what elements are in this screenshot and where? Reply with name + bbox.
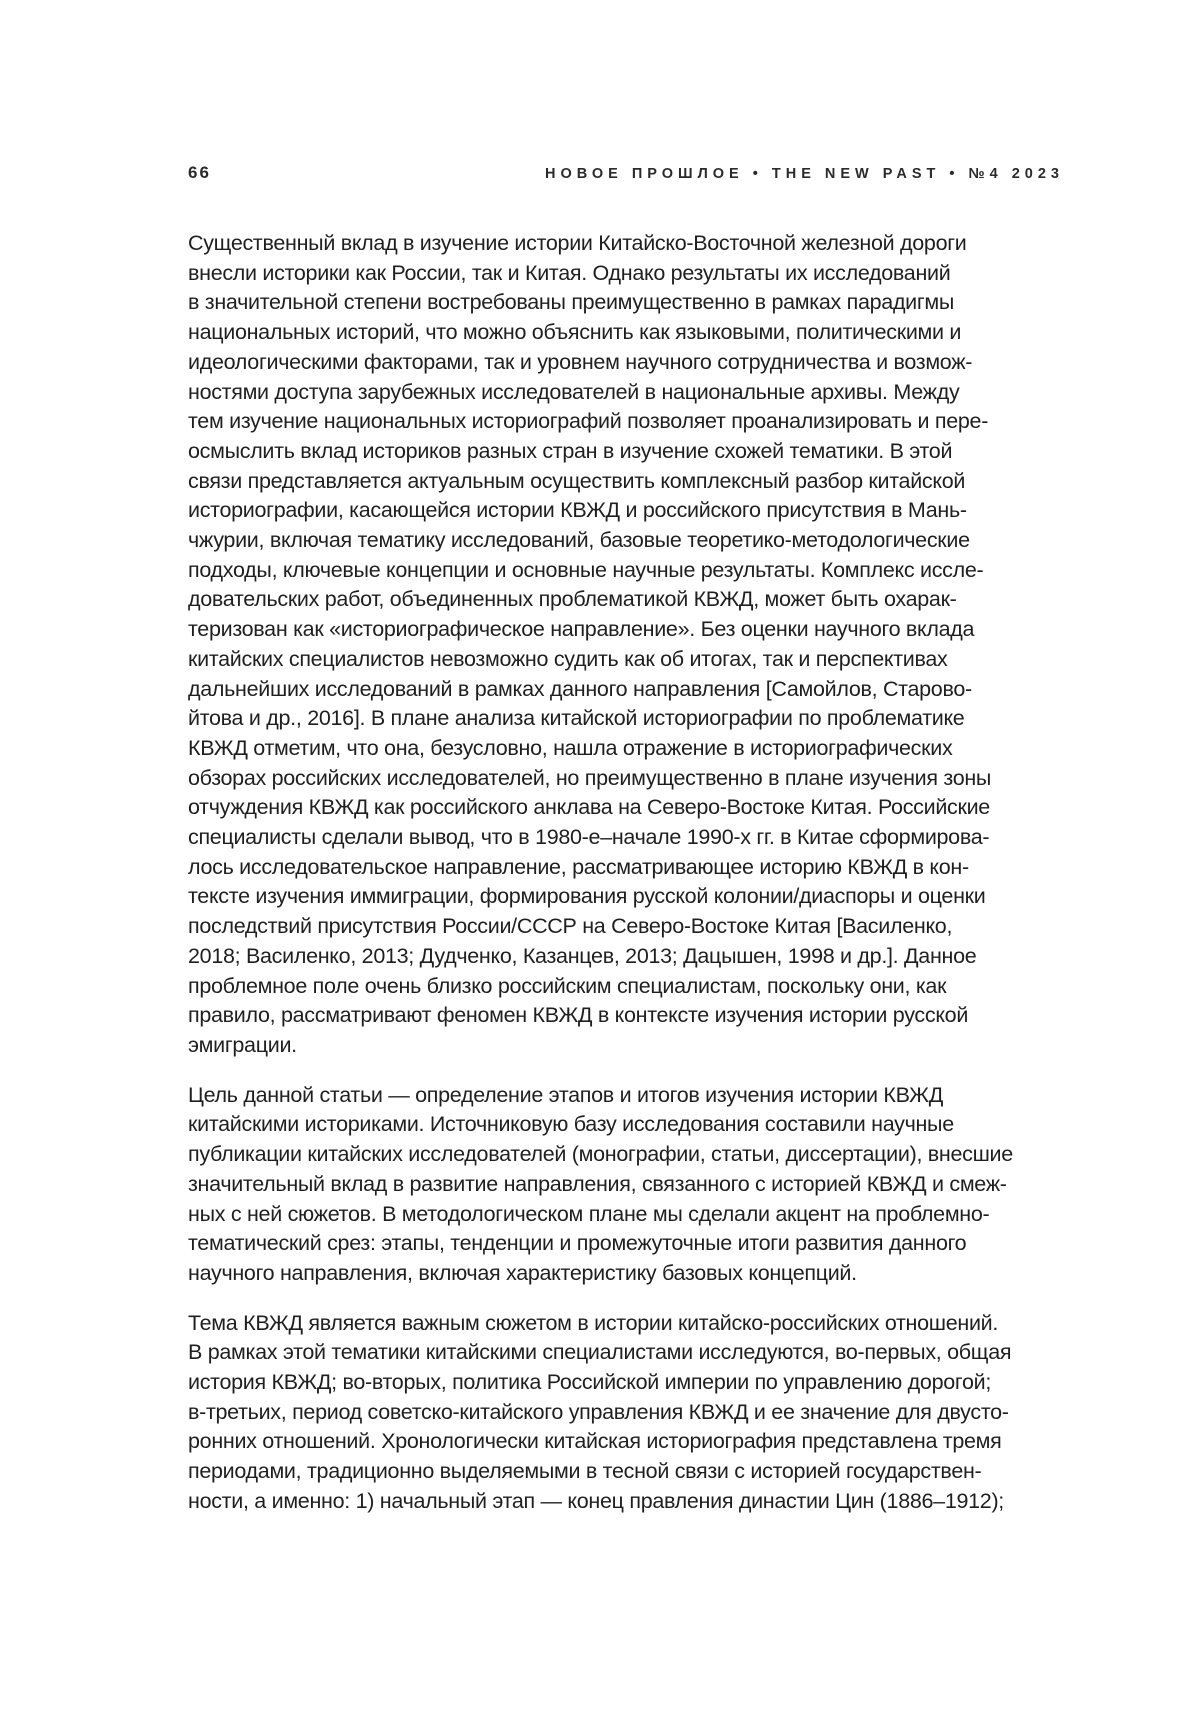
text-line: в-третьих, период советско-китайского управления КВЖД и ее значение для двусто-: [188, 1399, 1009, 1424]
text-line: Цель данной статьи — определение этапов и итогов изучения истории КВЖД: [188, 1082, 943, 1107]
text-line: Существенный вклад в изучение истории Китайско-Восточной железной дороги: [188, 231, 967, 255]
paragraph: [188, 229, 1058, 1061]
running-head: [188, 163, 1064, 183]
text-line: лось исследовательское направление, рассматривающее историю КВЖД в кон-: [188, 854, 969, 879]
text-line: ности, а именно: 1) начальный этап — конец правления династии Цин (1886–1912);: [188, 1488, 1004, 1513]
text-line: связи представляется актуальным осуществить комплексный разбор китайской: [188, 468, 966, 493]
text-line: Тема КВЖД является важным сюжетом в истории китайско-российских отношений.: [188, 1310, 999, 1335]
text-line: китайскими историками. Источниковую базу исследования составили научные: [188, 1112, 954, 1137]
text-line: довательских работ, объединенных проблематикой КВЖД, может быть охарак-: [188, 587, 957, 612]
article-body: [188, 229, 1058, 1537]
text-line: значительный вклад в развитие направления, связанного с историей КВЖД и смеж-: [188, 1171, 1007, 1196]
text-line: проблемное поле очень близко российским специалистам, поскольку они, как: [188, 973, 947, 998]
text-line: национальных историй, что можно объяснить как языковыми, политическими и: [188, 320, 962, 345]
text-line: эмиграции.: [188, 1032, 297, 1057]
text-line: теризован как «историографическое направление». Без оценки научного вклада: [188, 617, 975, 642]
text-line: КВЖД отметим, что она, безусловно, нашла отражение в историографических: [188, 735, 953, 760]
text-line: подходы, ключевые концепции и основные научные результаты. Комплекс иссле-: [188, 557, 984, 582]
text-line: ных с ней сюжетов. В методологическом плане мы сделали акцент на проблемно-: [188, 1201, 990, 1226]
text-line: специалисты сделали вывод, что в 1980-е–начале 1990-х гг. в Китае сформирова-: [188, 825, 990, 850]
text-line: научного направления, включая характеристику базовых концепций.: [188, 1260, 857, 1285]
text-line: чжурии, включая тематику исследований, базовые теоретико-методологические: [188, 528, 970, 553]
text-line: ностями доступа зарубежных исследователей в национальные архивы. Между: [188, 379, 960, 404]
text-line: публикации китайских исследователей (монографии, статьи, диссертации), внесшие: [188, 1142, 1013, 1167]
paragraph: [188, 1081, 1058, 1289]
text-line: дальнейших исследований в рамках данного направления [Самойлов, Старово-: [188, 676, 972, 701]
text-line: история КВЖД; во-вторых, политика Российской империи по управлению дорогой;: [188, 1370, 991, 1395]
text-line: идеологическими факторами, так и уровнем научного сотрудничества и возмож-: [188, 349, 973, 374]
text-line: тексте изучения иммиграции, формирования русской колонии/диаспоры и оценки: [188, 884, 986, 909]
text-line: правило, рассматривают феномен КВЖД в контексте изучения истории русской: [188, 1003, 969, 1028]
text-line: тем изучение национальных историографий позволяет проанализировать и пере-: [188, 409, 989, 434]
text-line: внесли историки как России, так и Китая. Однако результаты их исследований: [188, 260, 951, 285]
text-line: тематический срез: этапы, тенденции и промежуточные итоги развития данного: [188, 1231, 967, 1256]
text-line: 2018; Василенко, 2013; Дудченко, Казанцев, 2013; Дацышен, 1998 и др.]. Данное: [188, 943, 977, 968]
text-line: осмыслить вклад историков разных стран в изучение схожей тематики. В этой: [188, 438, 953, 463]
page-number: 66: [188, 163, 211, 182]
paragraph: [188, 1309, 1058, 1517]
text-line: ронних отношений. Хронологически китайская историография представлена тремя: [188, 1429, 1002, 1454]
text-line: китайских специалистов невозможно судить как об итогах, так и перспективах: [188, 646, 948, 671]
text-line: отчуждения КВЖД как российского анклава на Северо-Востоке Китая. Российские: [188, 795, 990, 820]
journal-title: НОВОЕ ПРОШЛОЕ • THE NEW PAST • №4 2023: [545, 166, 1064, 182]
text-line: периодами, традиционно выделяемыми в тесной связи с историей государствен-: [188, 1459, 982, 1484]
text-line: в значительной степени востребованы преимущественно в рамках парадигмы: [188, 290, 955, 315]
text-line: обзорах российских исследователей, но преимущественно в плане изучения зоны: [188, 765, 992, 790]
text-line: В рамках этой тематики китайскими специалистами исследуются, во-первых, общая: [188, 1340, 1012, 1365]
text-line: историографии, касающейся истории КВЖД и российского присутствия в Мань-: [188, 498, 967, 523]
text-line: йтова и др., 2016]. В плане анализа китайской историографии по проблематике: [188, 706, 965, 731]
text-line: последствий присутствия России/СССР на Северо-Востоке Китая [Василенко,: [188, 914, 953, 939]
